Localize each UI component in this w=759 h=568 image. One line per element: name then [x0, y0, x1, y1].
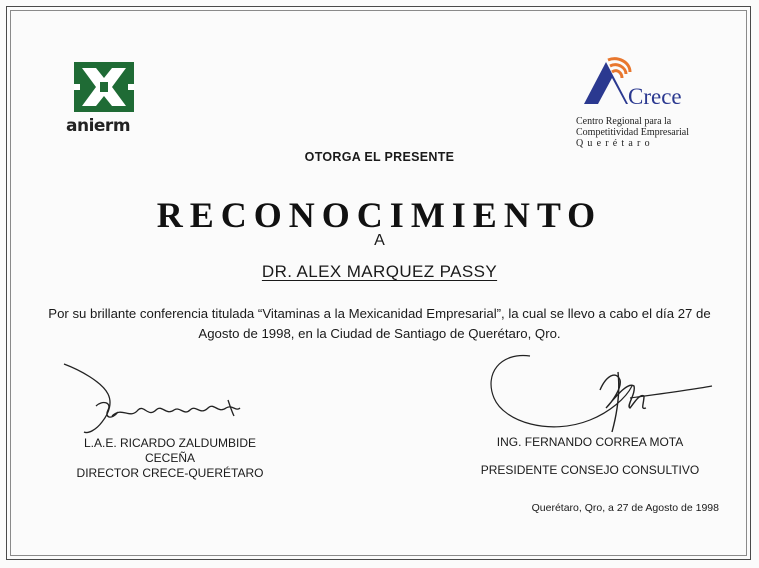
crece-tagline-line3: Querétaro [576, 138, 654, 149]
handwritten-signature-right-icon [440, 350, 740, 440]
certificate-body: Por su brillante conferencia titulada “Vitaminas a la Mexicanidad Empresarial”, la cual se llevo a cabo el día 27 de Agosto de 1998, en la Ciudad de Santiago de Querétaro, Qro. [48, 306, 711, 341]
anierm-wordmark: anierm [66, 116, 131, 136]
signatory-right-role: PRESIDENTE CONSEJO CONSULTIVO [480, 463, 700, 477]
grant-heading: OTORGA EL PRESENTE [304, 150, 455, 164]
signatory-left-name: L.A.E. RICARDO ZALDUMBIDE [83, 436, 257, 450]
place-and-date: Querétaro, Qro, a 27 de Agosto de 1998 [531, 502, 719, 514]
recipient-name-row [0, 262, 759, 282]
anierm-logo [66, 62, 146, 140]
signature-block-right [440, 350, 740, 480]
recipient-name: DR. ALEX MARQUEZ PASSY [261, 262, 498, 281]
certificate-title: RECONOCIMIENTO [156, 195, 603, 235]
handwritten-signature-left-icon [40, 360, 300, 440]
crece-tagline-line2: Competitividad Empresarial [576, 127, 690, 138]
crece-emblem-icon [582, 56, 632, 106]
signatory-left-role: DIRECTOR CRECE-QUERÉTARO [76, 466, 264, 480]
signatory-left-name-line2: CECEÑA [144, 451, 195, 465]
signature-block-left [40, 360, 300, 480]
crece-logo [574, 56, 724, 151]
anierm-emblem-icon [74, 62, 134, 112]
recipient-preposition: A [374, 232, 385, 249]
crece-wordmark: Crece [628, 84, 682, 109]
signatory-right-name: ING. FERNANDO CORREA MOTA [496, 435, 684, 449]
crece-tagline-line1: Centro Regional para la [576, 116, 672, 127]
